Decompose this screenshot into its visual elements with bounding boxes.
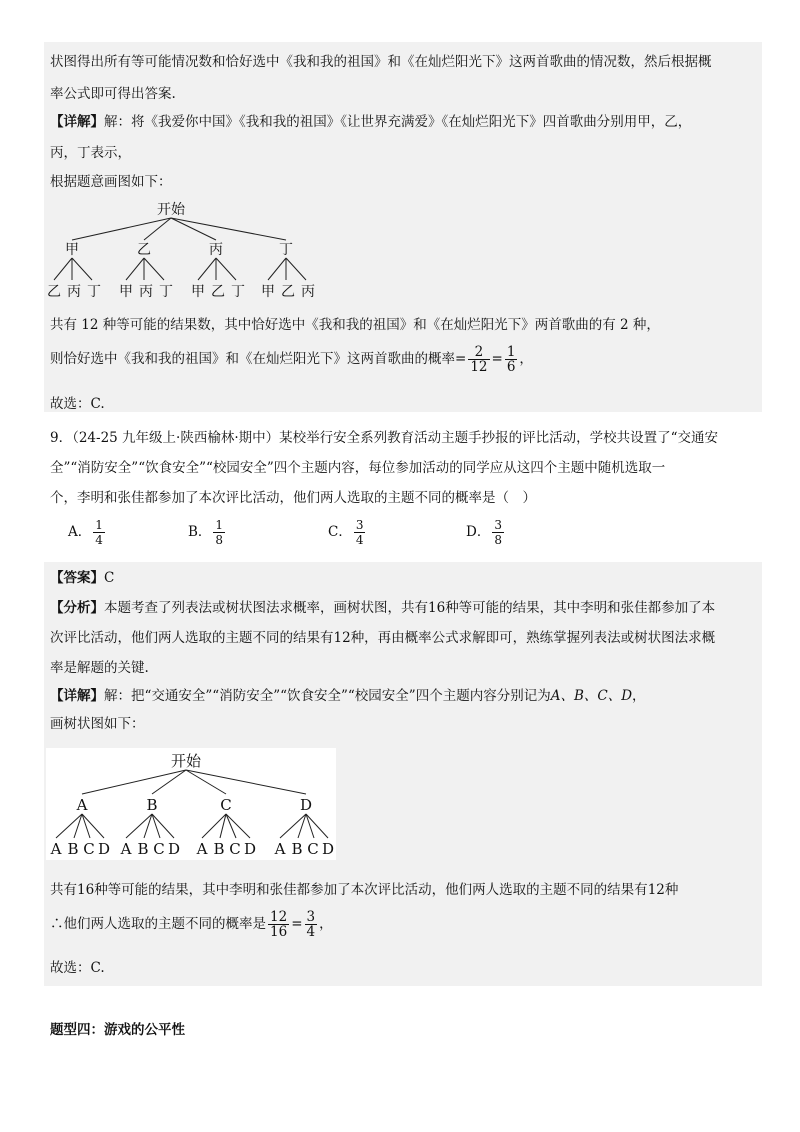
question-line: 9．（24-25 九年级上·陕西榆林·期中）某校举行安全系列教育活动主题手抄报的评比活动，学校共设置了“交通安 (50, 430, 719, 446)
tree1-node: 甲 (65, 242, 79, 258)
tree2-leaf: D (321, 840, 335, 858)
text-line: 故选：C. (50, 396, 105, 412)
text-line: 丙，丁表示， (50, 145, 131, 161)
probability-line: 则恰好选中《我和我的祖国》和《在灿烂阳光下》这两首歌曲的概率= $\frac{2}{12}$ = $\frac{1}{6}$ ， (50, 344, 533, 375)
fraction: $\frac{2}{12}$ (470, 344, 488, 375)
tree2-leaf: D (97, 840, 111, 858)
variables: A、B、C、D (550, 688, 633, 704)
tree1-node: 丙 (209, 242, 223, 258)
tree2-leaf: B (291, 840, 303, 858)
tree2-leaf: A (50, 840, 62, 858)
tree1-leaf: 乙 (47, 284, 61, 300)
text-line: 共有 12 种等可能的结果数，其中恰好选中《我和我的祖国》和《在灿烂阳光下》两首歌曲的有 2 种， (50, 317, 660, 333)
option-d: D． $\frac{3}{8}$ (466, 518, 502, 547)
tree2-leaf: B (67, 840, 79, 858)
tree2-node: D (299, 796, 313, 814)
tree2-leaf: A (196, 840, 208, 858)
option-b: B． $\frac{1}{8}$ (188, 518, 224, 547)
tree2-leaf: B (137, 840, 149, 858)
tree2-leaf: B (213, 840, 225, 858)
detail-line: 【详解】解：把“交通安全”“消防安全”“饮食安全”“校园安全”四个主题内容分别记为A、B、C、D， (50, 688, 646, 704)
tree1-leaf: 丁 (87, 284, 101, 300)
tree2-node: C (220, 796, 232, 814)
tree2-leaf: A (120, 840, 132, 858)
text-line: 状图得出所有等可能情况数和恰好选中《我和我的祖国》和《在灿烂阳光下》这两首歌曲的情况数，然后根据概 (50, 54, 712, 70)
answer-value: C (104, 570, 115, 586)
tree1-leaf: 甲 (191, 284, 205, 300)
tree1-leaf: 丁 (159, 284, 173, 300)
fraction: $\frac{12}{16}$ (270, 909, 288, 940)
tree1-node: 丁 (279, 242, 293, 258)
fraction: $\frac{1}{6}$ (506, 344, 516, 375)
tree-diagram-1 (46, 198, 336, 306)
answer-label: 【答案】 (50, 570, 104, 586)
tree2-leaf: D (167, 840, 181, 858)
option-a: A． $\frac{1}{4}$ (68, 518, 103, 547)
analysis-line: 次评比活动，他们两人选取的主题不同的结果有12种，再由概率公式求解即可，熟练掌握列表法或树状图法求概 (50, 630, 716, 646)
tree-diagram-2 (46, 748, 336, 860)
option-c: C． $\frac{3}{4}$ (328, 518, 364, 547)
question-line: 个，李明和张佳都参加了本次评比活动，他们两人选取的主题不同的概率是（ ） (50, 490, 536, 506)
tree2-leaf: C (153, 840, 165, 858)
fraction: $\frac{3}{4}$ (306, 909, 316, 940)
text-line: 率公式即可得出答案. (50, 86, 176, 102)
tree2-node: A (76, 796, 88, 814)
tree1-leaf: 丁 (231, 284, 245, 300)
section-heading: 题型四：游戏的公平性 (50, 1022, 185, 1038)
conclusion-line: ∴他们两人选取的主题不同的概率是 $\frac{12}{16}$ = $\frac{3}{4}$ ， (50, 909, 333, 940)
tree1-leaf: 甲 (261, 284, 275, 300)
detail-label: 【详解】 (50, 114, 104, 130)
tree2-leaf: C (229, 840, 241, 858)
detail-line (50, 112, 691, 132)
tree1-node: 乙 (137, 242, 151, 258)
tree2-leaf: C (83, 840, 95, 858)
tree2-leaf: D (243, 840, 257, 858)
text-line: 画树状图如下： (50, 716, 145, 732)
tree1-root: 开始 (157, 202, 185, 218)
tree1-leaf: 丙 (139, 284, 153, 300)
tree1-leaf: 乙 (281, 284, 295, 300)
equals: = (455, 351, 467, 367)
question-line: 全”“消防安全”“饮食安全”“校园安全”四个主题内容，每位参加活动的同学应从这四个主题中随机选取一 (50, 460, 666, 476)
text-line: 根据题意画图如下： (50, 174, 172, 190)
tree1-leaf: 乙 (211, 284, 225, 300)
tree1-leaf: 丙 (301, 284, 315, 300)
analysis-line: 【分析】本题考查了列表法或树状图法求概率，画树状图，共有16种等可能的结果，其中李明和张佳都参加了本 (50, 600, 716, 616)
result-line: 共有16种等可能的结果，其中李明和张佳都参加了本次评比活动，他们两人选取的主题不同的结果有12种 (50, 882, 679, 898)
tree1-leaf: 甲 (119, 284, 133, 300)
answer-line (50, 568, 114, 588)
tree2-leaf: A (274, 840, 286, 858)
equals: = (491, 351, 503, 367)
tree2-node: B (146, 796, 158, 814)
text: 则恰好选中《我和我的祖国》和《在灿烂阳光下》这两首歌曲的概率 (50, 351, 455, 367)
tree2-root: 开始 (170, 752, 202, 770)
detail-text: 解：将《我爱你中国》《我和我的祖国》《让世界充满爱》《在灿烂阳光下》四首歌曲分别用甲，乙， (104, 114, 692, 130)
tree2-leaf: C (307, 840, 319, 858)
detail-label: 【详解】 (50, 688, 104, 704)
tree1-leaf: 丙 (67, 284, 81, 300)
analysis-line: 率是解题的关键. (50, 660, 149, 676)
choose-line: 故选：C. (50, 960, 105, 976)
analysis-label: 【分析】 (50, 600, 104, 616)
